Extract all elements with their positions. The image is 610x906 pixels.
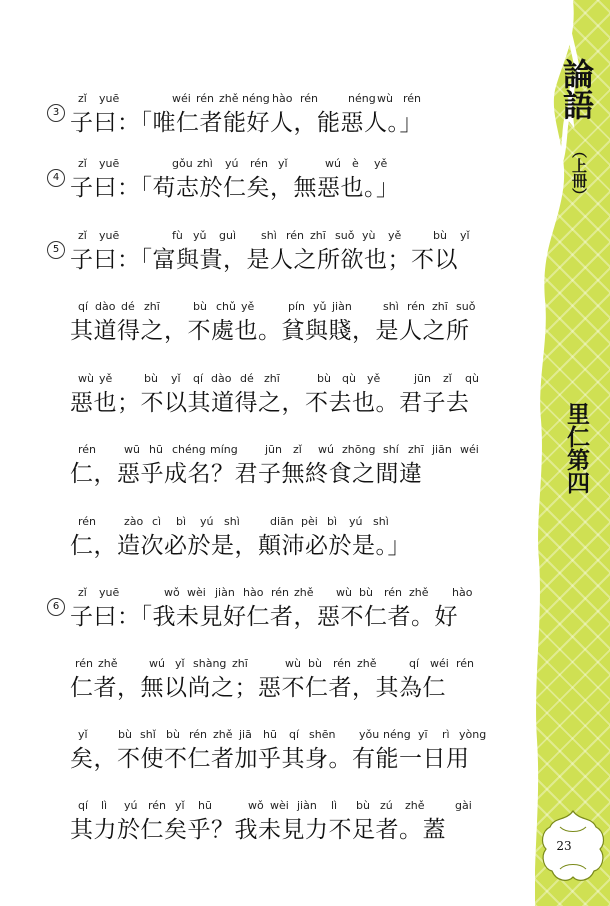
text-line [0, 728, 535, 778]
pinyin-syllable: zhì [197, 157, 213, 170]
text-line [0, 799, 535, 849]
pinyin-syllable: rén [78, 443, 97, 456]
book-title: 論語 [557, 58, 593, 120]
pinyin-syllable: zhě [405, 799, 425, 812]
pinyin-syllable: wéi [460, 443, 479, 456]
pinyin-syllable: zǐ [78, 229, 87, 242]
pinyin-syllable: qí [289, 728, 300, 741]
pinyin-syllable: wù [285, 657, 301, 670]
pinyin-syllable: zú [380, 799, 393, 812]
pinyin-syllable: wù [377, 92, 393, 105]
chinese-text: 矣，不使不仁者加乎其身。有能一日用 [70, 746, 470, 772]
pinyin-syllable: zhī [432, 300, 448, 313]
pinyin-syllable: zào [124, 515, 144, 528]
pinyin-syllable: yǒu [359, 728, 380, 741]
pinyin-syllable: rén [407, 300, 426, 313]
pinyin-syllable: wū [124, 443, 140, 456]
pinyin-syllable: yuē [99, 586, 120, 599]
pinyin-syllable: zhě [213, 728, 233, 741]
pinyin-syllable: qí [78, 799, 89, 812]
pinyin-syllable: yuē [99, 229, 120, 242]
pinyin-syllable: fù [172, 229, 183, 242]
pinyin-syllable: míng [210, 443, 238, 456]
chinese-text: 其道得之，不處也。貧與賤，是人之所 [70, 318, 470, 344]
pinyin-syllable: yú [349, 515, 363, 528]
chinese-text: 仁者，無以尚之；惡不仁者，其為仁 [70, 675, 446, 701]
pinyin-syllable: yǐ [171, 372, 181, 385]
pinyin-syllable: yǐ [78, 728, 88, 741]
pinyin-syllable: wù [78, 372, 94, 385]
pinyin-syllable: bù [317, 372, 331, 385]
pinyin-syllable: jiān [432, 443, 452, 456]
pinyin-syllable: rén [148, 799, 167, 812]
pinyin-syllable: qù [465, 372, 479, 385]
pinyin-syllable: yǐ [175, 657, 185, 670]
chapter-sidebar [535, 0, 610, 906]
pinyin-syllable: bù [166, 728, 180, 741]
pinyin-syllable: yòng [459, 728, 487, 741]
pinyin-syllable: cì [152, 515, 162, 528]
pinyin-syllable: yǐ [460, 229, 470, 242]
pinyin-syllable: lì [331, 799, 338, 812]
pinyin-syllable: jūn [414, 372, 431, 385]
pinyin-syllable: bù [118, 728, 132, 741]
pinyin-syllable: bì [327, 515, 338, 528]
pinyin-syllable: rén [78, 515, 97, 528]
pinyin-syllable: rén [250, 157, 269, 170]
pinyin-syllable: wù [336, 586, 352, 599]
pinyin-syllable: shēn [309, 728, 336, 741]
pinyin-syllable: shàng [193, 657, 227, 670]
pinyin-syllable: hū [149, 443, 163, 456]
pinyin-syllable: zǐ [293, 443, 302, 456]
pinyin-syllable: hào [452, 586, 473, 599]
pinyin-syllable: yù [362, 229, 376, 242]
pinyin-syllable: wèi [270, 799, 289, 812]
pinyin-syllable: zhī [264, 372, 280, 385]
pinyin-syllable: qù [342, 372, 356, 385]
pinyin-syllable: rén [75, 657, 94, 670]
pinyin-syllable: dé [121, 300, 135, 313]
volume-label: （上冊） [570, 143, 588, 203]
pinyin-syllable: shǐ [140, 728, 156, 741]
pinyin-syllable: yǔ [193, 229, 207, 242]
pinyin-syllable: yǐ [278, 157, 288, 170]
pinyin-syllable: jiàn [215, 586, 235, 599]
pinyin-syllable: zhě [294, 586, 314, 599]
passage-number-marker: 4 [47, 169, 65, 187]
pinyin-syllable: yě [241, 300, 255, 313]
pinyin-syllable: jiàn [297, 799, 317, 812]
text-line [0, 586, 535, 636]
pinyin-syllable: qí [409, 657, 420, 670]
pinyin-syllable: jūn [265, 443, 282, 456]
pinyin-syllable: bù [193, 300, 207, 313]
pinyin-syllable: dé [240, 372, 254, 385]
pinyin-syllable: bù [356, 799, 370, 812]
pinyin-syllable: è [352, 157, 359, 170]
pinyin-syllable: zǐ [78, 157, 87, 170]
pinyin-syllable: yuē [99, 157, 120, 170]
pinyin-syllable: wéi [172, 92, 191, 105]
text-line [0, 443, 535, 493]
pinyin-syllable: pèi [301, 515, 318, 528]
pinyin-syllable: wǒ [164, 586, 180, 599]
pinyin-syllable: wú [149, 657, 165, 670]
pinyin-syllable: gài [455, 799, 472, 812]
pinyin-syllable: qí [78, 300, 89, 313]
pinyin-syllable: rén [300, 92, 319, 105]
pinyin-syllable: dào [211, 372, 232, 385]
pinyin-syllable: rì [442, 728, 450, 741]
pinyin-syllable: zhōng [342, 443, 376, 456]
pinyin-syllable: gǒu [172, 157, 193, 170]
pinyin-syllable: zhī [144, 300, 160, 313]
pinyin-syllable: hào [272, 92, 293, 105]
pinyin-syllable: suǒ [335, 229, 355, 242]
pinyin-syllable: bù [308, 657, 322, 670]
pinyin-syllable: suǒ [456, 300, 476, 313]
pinyin-syllable: rén [333, 657, 352, 670]
pinyin-syllable: rén [384, 586, 403, 599]
pinyin-syllable: wú [318, 443, 334, 456]
pinyin-syllable: chǔ [216, 300, 236, 313]
pinyin-syllable: yǔ [313, 300, 327, 313]
pinyin-syllable: hū [198, 799, 212, 812]
chinese-text: 子曰：「富與貴，是人之所欲也；不以 [70, 247, 458, 273]
pinyin-syllable: qí [193, 372, 204, 385]
pinyin-syllable: zhī [408, 443, 424, 456]
pinyin-syllable: wèi [187, 586, 206, 599]
text-line [0, 657, 535, 707]
pinyin-syllable: zhī [232, 657, 248, 670]
pinyin-syllable: yī [418, 728, 428, 741]
pinyin-syllable: néng [242, 92, 270, 105]
pinyin-syllable: zhī [310, 229, 326, 242]
chinese-text: 子曰：「我未見好仁者，惡不仁者。好 [70, 604, 458, 630]
pinyin-syllable: bì [176, 515, 187, 528]
pinyin-syllable: rén [403, 92, 422, 105]
chinese-text: 其力於仁矣乎？我未見力不足者。蓋 [70, 817, 446, 843]
chinese-text: 子曰：「苟志於仁矣，無惡也。」 [70, 175, 400, 201]
pinyin-syllable: bù [433, 229, 447, 242]
pinyin-syllable: wǒ [248, 799, 264, 812]
pinyin-syllable: zǐ [78, 92, 87, 105]
pinyin-syllable: zhě [357, 657, 377, 670]
pinyin-syllable: néng [348, 92, 376, 105]
pinyin-syllable: yǐ [175, 799, 185, 812]
pinyin-syllable: diān [270, 515, 294, 528]
pinyin-syllable: guì [219, 229, 237, 242]
pinyin-syllable: rén [286, 229, 305, 242]
text-line [0, 92, 535, 142]
pinyin-syllable: zhě [98, 657, 118, 670]
pinyin-syllable: lì [101, 799, 108, 812]
text-line [0, 515, 535, 565]
text-line [0, 229, 535, 279]
pinyin-syllable: pín [288, 300, 306, 313]
pinyin-syllable: bù [359, 586, 373, 599]
pinyin-syllable: rén [271, 586, 290, 599]
pinyin-syllable: chéng [172, 443, 206, 456]
pinyin-syllable: shì [224, 515, 240, 528]
chinese-text: 惡也；不以其道得之，不去也。君子去 [70, 390, 470, 416]
pinyin-syllable: hào [243, 586, 264, 599]
pinyin-syllable: jiàn [332, 300, 352, 313]
pinyin-syllable: shì [383, 300, 399, 313]
pinyin-syllable: yú [200, 515, 214, 528]
pinyin-syllable: shí [383, 443, 399, 456]
pinyin-syllable: wéi [430, 657, 449, 670]
pinyin-syllable: yě [388, 229, 402, 242]
chapter-title: 里仁第四 [563, 402, 590, 494]
text-line [0, 157, 535, 207]
page-number: 23 [556, 839, 572, 853]
chinese-text: 子曰：「唯仁者能好人，能惡人。」 [70, 110, 423, 136]
pinyin-syllable: yuē [99, 92, 120, 105]
chinese-text: 仁，惡乎成名？君子無終食之間違 [70, 461, 423, 487]
pinyin-syllable: zhě [409, 586, 429, 599]
pinyin-syllable: zǐ [78, 586, 87, 599]
pinyin-syllable: rén [189, 728, 208, 741]
chinese-text: 仁，造次必於是，顛沛必於是。」 [70, 533, 411, 559]
pinyin-syllable: yě [374, 157, 388, 170]
pinyin-syllable: rén [196, 92, 215, 105]
pinyin-syllable: yú [225, 157, 239, 170]
text-line [0, 372, 535, 422]
pinyin-syllable: yě [99, 372, 113, 385]
pinyin-syllable: rén [456, 657, 475, 670]
pinyin-syllable: néng [383, 728, 411, 741]
pinyin-syllable: hū [263, 728, 277, 741]
passage-number-marker: 3 [47, 104, 65, 122]
pinyin-syllable: wú [325, 157, 341, 170]
passage-number-marker: 5 [47, 241, 65, 259]
pinyin-syllable: jiā [239, 728, 252, 741]
passage-number-marker: 6 [47, 598, 65, 616]
pinyin-syllable: dào [95, 300, 116, 313]
pinyin-syllable: shì [261, 229, 277, 242]
text-line [0, 300, 535, 350]
pinyin-syllable: zǐ [443, 372, 452, 385]
pinyin-syllable: yě [367, 372, 381, 385]
pinyin-syllable: zhě [219, 92, 239, 105]
pinyin-syllable: bù [144, 372, 158, 385]
pinyin-syllable: shì [373, 515, 389, 528]
pinyin-syllable: yú [124, 799, 138, 812]
